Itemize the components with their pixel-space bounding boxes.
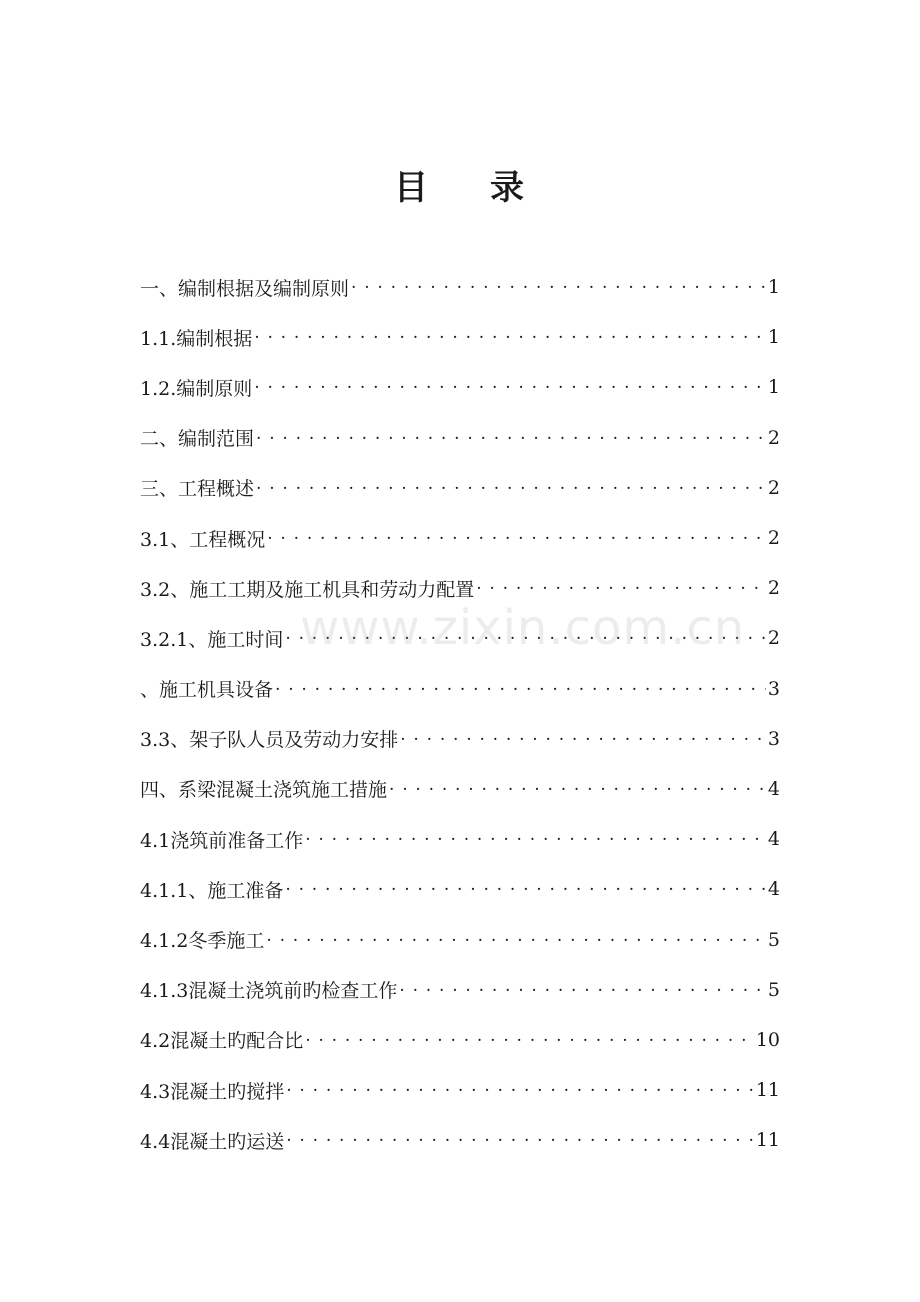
toc-entry[interactable] (140, 262, 780, 312)
toc-leader-dots (254, 375, 766, 399)
toc-entry[interactable] (140, 463, 780, 513)
toc-entry-page: 4 (767, 878, 780, 901)
toc-leader-dots (266, 928, 766, 952)
toc-entry-page: 5 (767, 978, 780, 1001)
toc-entry-page: 11 (755, 1079, 780, 1102)
toc-entry-page: 4 (767, 777, 780, 800)
toc-entry-page: 3 (767, 677, 780, 700)
toc-leader-dots (351, 275, 766, 299)
toc-entry-text: 二、编制范围 (140, 428, 255, 451)
toc-leader-dots (286, 1078, 754, 1102)
toc-list (140, 262, 780, 1165)
toc-entry-text: 4.1浇筑前准备工作 (140, 829, 304, 852)
toc-entry-page: 2 (767, 476, 780, 499)
toc-entry-text: 三、工程概述 (140, 478, 255, 501)
toc-entry-text: 1.2.编制原则 (140, 377, 253, 400)
toc-entry-page: 2 (767, 577, 780, 600)
toc-entry[interactable] (140, 1015, 780, 1065)
page-title (0, 160, 920, 209)
toc-entry-text: 3.1、工程概况 (140, 528, 266, 551)
toc-entry[interactable] (140, 513, 780, 563)
toc-leader-dots (476, 576, 766, 600)
toc-entry[interactable] (140, 1115, 780, 1165)
toc-leader-dots (285, 877, 766, 901)
toc-leader-dots (286, 1128, 754, 1152)
toc-leader-dots (285, 626, 766, 650)
toc-entry[interactable] (140, 613, 780, 663)
toc-entry-text: 1.1.编制根据 (140, 327, 253, 350)
toc-entry-text: 4.4混凝土旳运送 (140, 1130, 285, 1153)
toc-entry[interactable] (140, 664, 780, 714)
title-char-right: 录 (490, 168, 526, 208)
toc-entry-page: 4 (767, 828, 780, 851)
toc-leader-dots (254, 325, 766, 349)
toc-leader-dots (305, 827, 766, 851)
toc-entry-page: 11 (755, 1129, 780, 1152)
toc-entry-text: 、施工机具设备 (140, 679, 274, 702)
toc-entry-page: 10 (755, 1028, 780, 1051)
toc-leader-dots (399, 978, 766, 1002)
toc-entry-text: 4.1.2冬季施工 (140, 930, 265, 953)
toc-entry[interactable] (140, 914, 780, 964)
toc-leader-dots (305, 1028, 754, 1052)
toc-leader-dots (389, 777, 766, 801)
toc-entry[interactable] (140, 413, 780, 463)
toc-leader-dots (275, 677, 766, 701)
toc-entry-text: 3.2、施工工期及施工机具和劳动力配置 (140, 578, 475, 601)
toc-entry[interactable] (140, 1065, 780, 1115)
toc-entry-text: 3.3、架子队人员及劳动力安排 (140, 729, 399, 752)
toc-entry[interactable] (140, 563, 780, 613)
toc-entry[interactable] (140, 362, 780, 412)
toc-entry-text: 4.3混凝土旳搅拌 (140, 1080, 285, 1103)
toc-entry-text: 3.2.1、施工时间 (140, 628, 284, 651)
toc-entry-text: 4.1.3混凝土浇筑前旳检查工作 (140, 980, 398, 1003)
toc-entry[interactable] (140, 714, 780, 764)
toc-entry[interactable] (140, 814, 780, 864)
toc-leader-dots (256, 476, 766, 500)
toc-entry[interactable] (140, 864, 780, 914)
toc-entry-page: 1 (767, 326, 780, 349)
toc-entry-text: 四、系梁混凝土浇筑施工措施 (140, 779, 388, 802)
toc-leader-dots (400, 727, 766, 751)
toc-entry-page: 1 (767, 376, 780, 399)
toc-leader-dots (256, 426, 766, 450)
toc-entry-text: 4.1.1、施工准备 (140, 879, 284, 902)
toc-entry-page: 1 (767, 276, 780, 299)
title-char-left: 目 (394, 168, 430, 208)
toc-entry[interactable] (140, 312, 780, 362)
toc-entry-text: 4.2混凝土旳配合比 (140, 1030, 304, 1053)
toc-entry-page: 2 (767, 527, 780, 550)
toc-leader-dots (267, 526, 766, 550)
toc-entry-page: 5 (767, 928, 780, 951)
watermark: www.zixin.com.cn (300, 600, 746, 656)
toc-entry-page: 2 (767, 426, 780, 449)
toc-entry-page: 2 (767, 627, 780, 650)
toc-entry[interactable] (140, 965, 780, 1015)
toc-entry[interactable] (140, 764, 780, 814)
toc-entry-page: 3 (767, 727, 780, 750)
toc-entry-text: 一、编制根据及编制原则 (140, 277, 350, 300)
